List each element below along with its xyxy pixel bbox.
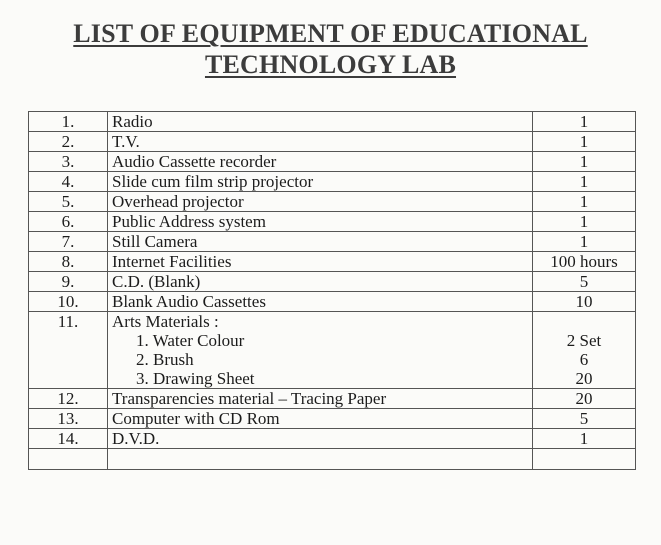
table-row-arts-materials <box>29 312 636 389</box>
row-quantity: 10 <box>533 292 636 312</box>
empty-cell <box>533 449 636 470</box>
row-number: 1. <box>29 112 108 132</box>
arts-subitem-quantity: 6 <box>579 350 589 369</box>
title-line-1: LIST OF EQUIPMENT OF EDUCATIONAL <box>73 19 588 48</box>
arts-subitem-quantity: 20 <box>575 369 593 388</box>
row-number: 3. <box>29 152 108 172</box>
title-line-2: TECHNOLOGY LAB <box>204 50 457 79</box>
row-number: 7. <box>29 232 108 252</box>
row-quantity: 1 <box>533 232 636 252</box>
row-item: T.V. <box>108 132 533 152</box>
arts-subitem: 3. Drawing Sheet <box>136 369 255 388</box>
row-number: 8. <box>29 252 108 272</box>
arts-heading: Arts Materials : <box>112 312 219 331</box>
row-item: Public Address system <box>108 212 533 232</box>
table-row <box>29 409 636 429</box>
table-row-empty <box>29 449 636 470</box>
row-item: Slide cum film strip projector <box>108 172 533 192</box>
row-item: Blank Audio Cassettes <box>108 292 533 312</box>
row-quantity: 100 hours <box>533 252 636 272</box>
row-item: Audio Cassette recorder <box>108 152 533 172</box>
row-quantity: 1 <box>533 212 636 232</box>
row-item: C.D. (Blank) <box>108 272 533 292</box>
row-item: Computer with CD Rom <box>108 409 533 429</box>
row-item: Internet Facilities <box>108 252 533 272</box>
row-number: 2. <box>29 132 108 152</box>
row-number: 13. <box>29 409 108 429</box>
row-number: 10. <box>29 292 108 312</box>
page-title <box>0 18 661 80</box>
row-number: 9. <box>29 272 108 292</box>
empty-cell <box>29 449 108 470</box>
table-row <box>29 212 636 232</box>
table-row <box>29 132 636 152</box>
row-item: Still Camera <box>108 232 533 252</box>
table-row <box>29 292 636 312</box>
row-item: D.V.D. <box>108 429 533 449</box>
row-item: Overhead projector <box>108 192 533 212</box>
row-number: 5. <box>29 192 108 212</box>
arts-subitem: 1. Water Colour <box>136 331 245 350</box>
table-row <box>29 272 636 292</box>
row-item <box>108 312 533 389</box>
row-quantity: 1 <box>533 132 636 152</box>
row-quantity: 1 <box>533 152 636 172</box>
row-quantity: 1 <box>533 172 636 192</box>
row-quantity <box>533 312 636 389</box>
row-quantity: 5 <box>533 409 636 429</box>
arts-subitem-quantity: 2 Set <box>566 331 602 350</box>
row-number: 6. <box>29 212 108 232</box>
row-quantity: 5 <box>533 272 636 292</box>
row-quantity: 20 <box>533 389 636 409</box>
row-quantity: 1 <box>533 112 636 132</box>
row-number: 11. <box>29 312 108 389</box>
row-number: 12. <box>29 389 108 409</box>
row-number: 4. <box>29 172 108 192</box>
table-row <box>29 192 636 212</box>
table-row <box>29 389 636 409</box>
table-row <box>29 152 636 172</box>
row-item: Transparencies material – Tracing Paper <box>108 389 533 409</box>
table-row <box>29 112 636 132</box>
table-row <box>29 172 636 192</box>
equipment-table <box>28 111 636 470</box>
table-row <box>29 252 636 272</box>
table-row <box>29 232 636 252</box>
row-quantity: 1 <box>533 429 636 449</box>
row-item: Radio <box>108 112 533 132</box>
row-quantity: 1 <box>533 192 636 212</box>
empty-cell <box>108 449 533 470</box>
table-row <box>29 429 636 449</box>
arts-subitem: 2. Brush <box>136 350 194 369</box>
row-number: 14. <box>29 429 108 449</box>
